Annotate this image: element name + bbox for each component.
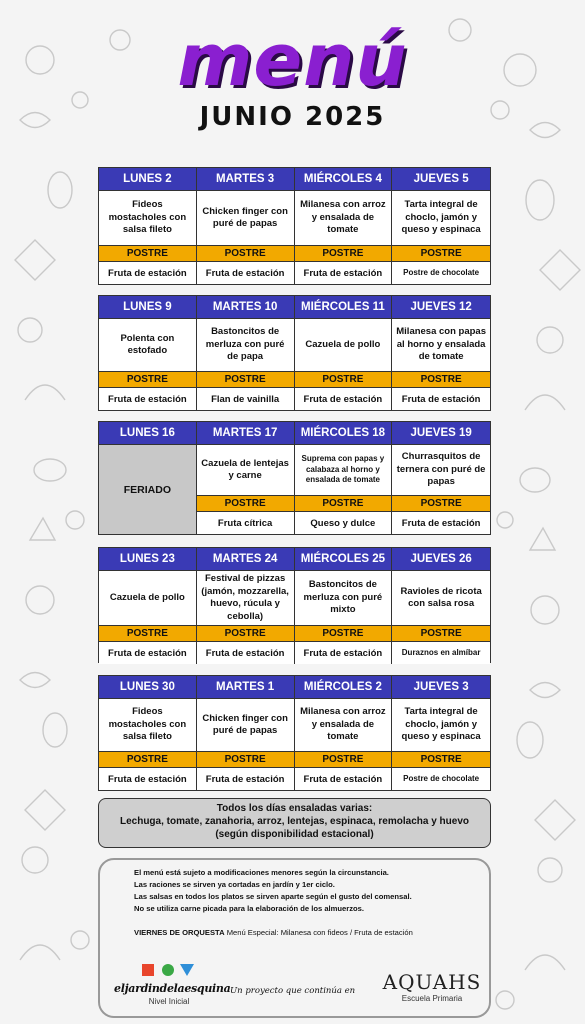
dessert: Fruta de estación <box>392 512 490 534</box>
day-header: MIÉRCOLES 18 <box>295 422 392 445</box>
day-column <box>392 168 490 284</box>
main-dish: Suprema con papas y calabaza al horno y ensalada de tomate <box>295 445 392 495</box>
dessert: Fruta de estación <box>197 262 294 284</box>
postre-label: POSTRE <box>197 751 294 768</box>
week-3-table <box>98 421 491 535</box>
main-dish: Chicken finger con puré de papas <box>197 191 294 245</box>
day-header: LUNES 9 <box>99 296 196 319</box>
day-column <box>392 422 490 534</box>
dessert: Fruta de estación <box>295 768 392 790</box>
day-column <box>99 676 197 790</box>
aquahs-sub: Escuela Primaria <box>401 994 463 1003</box>
dessert: Fruta de estación <box>295 262 392 284</box>
day-column <box>392 296 490 410</box>
main-dish: Bastoncitos de merluza con puré de papa <box>197 319 294 371</box>
note-line: No se utiliza carne picada para la elaboración de los almuerzos. <box>134 904 365 913</box>
dessert: Fruta de estación <box>99 642 196 664</box>
day-header: JUEVES 19 <box>392 422 490 445</box>
day-header: LUNES 23 <box>99 548 196 571</box>
day-header: JUEVES 3 <box>392 676 490 699</box>
dessert: Fruta de estación <box>99 262 196 284</box>
notes-box <box>98 858 491 1018</box>
dessert: Postre de chocolate <box>392 262 490 284</box>
main-dish: Cazuela de pollo <box>295 319 392 371</box>
main-dish: Milanesa con papas al horno y ensalada de tomate <box>392 319 490 371</box>
main-dish: Polenta con estofado <box>99 319 196 371</box>
day-column <box>197 168 295 284</box>
day-column <box>99 422 197 534</box>
page-title: menú <box>177 18 408 102</box>
dessert: Postre de chocolate <box>392 768 490 790</box>
postre-label: POSTRE <box>392 751 490 768</box>
main-dish: Tarta integral de choclo, jamón y queso y espinaca <box>392 191 490 245</box>
day-column <box>99 168 197 284</box>
day-column <box>99 296 197 410</box>
aquahs-brand: AQUAHS <box>382 970 482 994</box>
day-header: MIÉRCOLES 2 <box>295 676 392 699</box>
postre-label: POSTRE <box>99 625 196 642</box>
header <box>0 20 585 132</box>
day-header: JUEVES 26 <box>392 548 490 571</box>
main-dish: Chicken finger con puré de papas <box>197 699 294 751</box>
main-dish: Cazuela de pollo <box>99 571 196 625</box>
day-header: MARTES 1 <box>197 676 294 699</box>
day-header: LUNES 16 <box>99 422 196 445</box>
day-column <box>197 676 295 790</box>
postre-label: POSTRE <box>99 371 196 388</box>
main-dish: Cazuela de lentejas y carne <box>197 445 294 495</box>
orquesta-label: VIERNES DE ORQUESTA <box>134 928 225 937</box>
day-header: MIÉRCOLES 4 <box>295 168 392 191</box>
day-column <box>295 548 393 664</box>
day-column <box>99 548 197 664</box>
dessert: Queso y dulce <box>295 512 392 534</box>
main-dish: Ravioles de ricota con salsa rosa <box>392 571 490 625</box>
main-dish: Milanesa con arroz y ensalada de tomate <box>295 191 392 245</box>
dessert: Fruta de estación <box>295 388 392 410</box>
main-dish: Tarta integral de choclo, jamón y queso y espinaca <box>392 699 490 751</box>
kindergarten-icon <box>134 960 204 980</box>
postre-label: POSTRE <box>99 245 196 262</box>
postre-label: POSTRE <box>295 245 392 262</box>
week-4-table <box>98 547 491 663</box>
postre-label: POSTRE <box>392 371 490 388</box>
note-line: Las raciones se sirven ya cortadas en jardín y 1er ciclo. <box>134 880 335 889</box>
day-header: MARTES 24 <box>197 548 294 571</box>
day-header: JUEVES 12 <box>392 296 490 319</box>
aquahs-logo <box>382 960 482 1016</box>
day-header: LUNES 2 <box>99 168 196 191</box>
postre-label: POSTRE <box>295 495 392 512</box>
dessert: Fruta de estación <box>99 388 196 410</box>
note-line: Las salsas en todos los platos se sirven aparte según el gusto del comensal. <box>134 892 412 901</box>
dessert: Flan de vainilla <box>197 388 294 410</box>
day-column <box>295 422 393 534</box>
postre-label: POSTRE <box>99 751 196 768</box>
main-dish: Bastoncitos de merluza con puré mixto <box>295 571 392 625</box>
day-column <box>392 676 490 790</box>
tagline: Un proyecto que continúa en <box>230 986 356 996</box>
postre-label: POSTRE <box>197 625 294 642</box>
note-line: El menú está sujeto a modificaciones menores según la circunstancia. <box>134 868 389 877</box>
orquesta-text: Menú Especial: Milanesa con fideos / Fruta de estación <box>224 928 413 937</box>
day-column <box>295 168 393 284</box>
day-header: MARTES 3 <box>197 168 294 191</box>
week-2-table <box>98 295 491 411</box>
day-column <box>197 296 295 410</box>
salads-title: Todos los días ensaladas varias: <box>216 803 373 814</box>
jardin-brand: eljardindelaesquina <box>114 982 231 995</box>
day-header: JUEVES 5 <box>392 168 490 191</box>
jardin-sub: Nivel Inicial <box>148 997 190 1006</box>
dessert: Fruta cítrica <box>197 512 294 534</box>
salads-note: (según disponibilidad estacional) <box>215 829 374 840</box>
dessert: Fruta de estación <box>392 388 490 410</box>
week-5-table <box>98 675 491 791</box>
postre-label: POSTRE <box>295 751 392 768</box>
main-dish: Churrasquitos de ternera con puré de papas <box>392 445 490 495</box>
salads-list: Lechuga, tomate, zanahoria, arroz, lentejas, espinaca, remolacha y huevo <box>119 816 469 827</box>
salads-box <box>98 798 491 848</box>
postre-label: POSTRE <box>197 245 294 262</box>
day-column <box>197 548 295 664</box>
dessert: Fruta de estación <box>295 642 392 664</box>
day-header: MIÉRCOLES 25 <box>295 548 392 571</box>
day-column <box>197 422 295 534</box>
jardin-logo <box>114 960 231 1016</box>
day-column <box>392 548 490 664</box>
postre-label: POSTRE <box>295 625 392 642</box>
dessert: Fruta de estación <box>99 768 196 790</box>
dessert: Fruta de estación <box>197 642 294 664</box>
day-header: MARTES 10 <box>197 296 294 319</box>
main-dish: Fideos mostacholes con salsa fileto <box>99 699 196 751</box>
footer-logos <box>100 960 489 1018</box>
dessert: Fruta de estación <box>197 768 294 790</box>
holiday-cell: FERIADO <box>99 445 196 534</box>
dessert: Duraznos en almíbar <box>392 642 490 664</box>
main-dish: Fideos mostacholes con salsa fileto <box>99 191 196 245</box>
day-header: LUNES 30 <box>99 676 196 699</box>
postre-label: POSTRE <box>392 625 490 642</box>
orquesta-note <box>134 928 413 937</box>
main-dish: Festival de pizzas (jamón, mozzarella, huevo, rúcula y cebolla) <box>197 571 294 625</box>
postre-label: POSTRE <box>197 495 294 512</box>
postre-label: POSTRE <box>295 371 392 388</box>
day-column <box>295 296 393 410</box>
week-1-table <box>98 167 491 285</box>
postre-label: POSTRE <box>197 371 294 388</box>
day-header: MARTES 17 <box>197 422 294 445</box>
page-subtitle: JUNIO 2025 <box>199 102 386 132</box>
postre-label: POSTRE <box>392 245 490 262</box>
day-header: MIÉRCOLES 11 <box>295 296 392 319</box>
day-column <box>295 676 393 790</box>
postre-label: POSTRE <box>392 495 490 512</box>
main-dish: Milanesa con arroz y ensalada de tomate <box>295 699 392 751</box>
